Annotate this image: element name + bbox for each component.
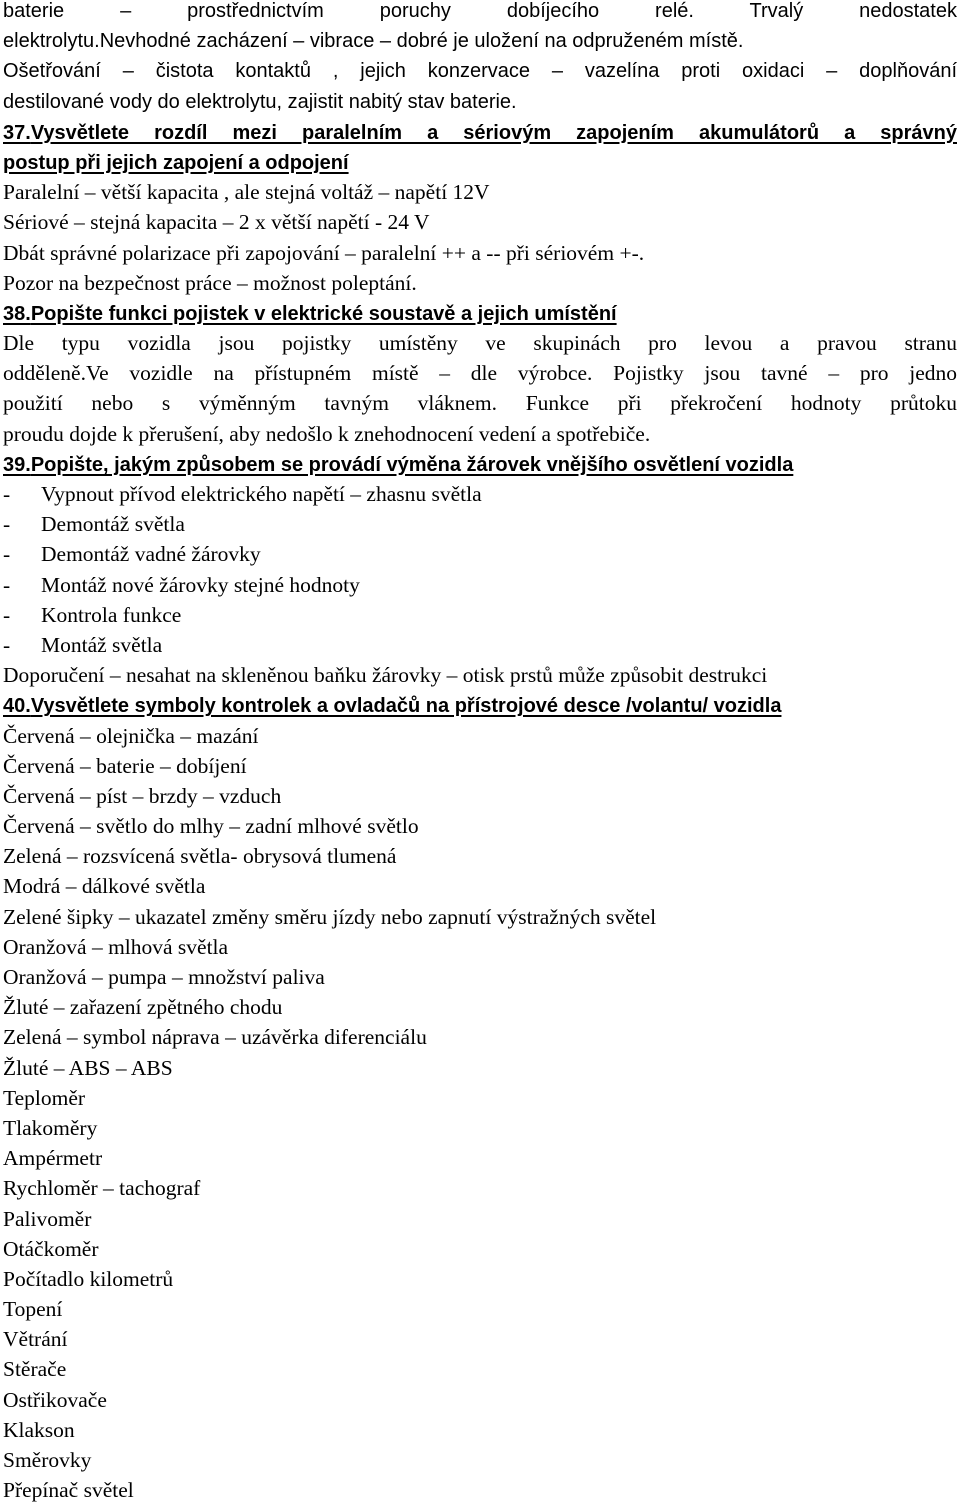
q40-item: Zelené šipky – ukazatel změny směru jízdy nebo zapnutí výstražných světel: [3, 904, 657, 929]
q40-item: Palivoměr: [3, 1206, 92, 1231]
q40-item: Směrovky: [3, 1448, 92, 1472]
q40-heading: [3, 695, 781, 717]
q40-item: Otáčkoměr: [3, 1236, 99, 1261]
q40-item: Ampérmetr: [3, 1146, 103, 1171]
q38-answer-line: proudu dojde k přerušení, aby nedošlo k znehodnocení vedení a spotřebiče.: [3, 421, 651, 446]
q37-answer-line: Pozor na bezpečnost práce – možnost poleptání.: [3, 270, 417, 295]
q39-step: [3, 600, 957, 630]
q40-heading-line: [3, 690, 957, 720]
q38-heading-line: [3, 298, 957, 328]
dash-bullet: -: [3, 542, 11, 567]
q40-item: Tlakoměry: [3, 1115, 98, 1140]
q39-step: [3, 479, 957, 509]
intro-line-1: baterie – prostřednictvím poruchy dobíjecího relé. Trvalý nedostatek: [3, 0, 957, 22]
q40-item: Modrá – dálkové světla: [3, 874, 206, 899]
q37-title-part-1: Vysvětlete rozdíl mezi paralelním a sériovým zapojením akumulátorů a správný: [30, 121, 957, 144]
q40-item: Ostřikovače: [3, 1387, 107, 1412]
q38-heading: [3, 303, 617, 325]
intro-line-3: Ošetřování – čistota kontaktů , jejich konzervace – vazelína proti oxidaci – doplňování: [3, 60, 957, 83]
q40-item: Rychloměr – tachograf: [3, 1176, 201, 1201]
q40-item: Žluté – ABS – ABS: [3, 1055, 173, 1080]
q39-step: [3, 630, 957, 660]
q37-answer-line: Sériové – stejná kapacita – 2 x větší napětí - 24 V: [3, 210, 430, 235]
q40-item: Červená – baterie – dobíjení: [3, 753, 247, 778]
q39-step: [3, 570, 957, 600]
dash-bullet: -: [3, 632, 11, 657]
q40-number: 40.: [3, 695, 31, 718]
q37-answer-line: Paralelní – větší kapacita , ale stejná voltáž – napětí 12V: [3, 180, 490, 205]
q39-step-text: Vypnout přívod elektrického napětí – zhasnu světla: [41, 482, 482, 506]
q40-item: Červená – světlo do mlhy – zadní mlhové světlo: [3, 814, 419, 839]
q39-step-text: Kontrola funkce: [41, 602, 182, 627]
q40-title: Vysvětlete symboly kontrolek a ovladačů na přístrojové desce /volantu/ vozidla: [30, 695, 782, 718]
q37-number: 37.: [3, 121, 31, 144]
q39-step-text: Montáž světla: [41, 632, 163, 657]
q38-number: 38.: [3, 302, 31, 325]
q39-step: [3, 509, 957, 539]
q38-answer-line: Dle typu vozidla jsou pojistky umístěny ve skupinách pro levou a pravou stranu: [3, 331, 957, 356]
q40-item: Stěrače: [3, 1357, 67, 1382]
q39-heading: [3, 454, 793, 476]
q40-item: Červená – píst – brzdy – vzduch: [3, 783, 282, 808]
dash-bullet: -: [3, 482, 11, 506]
q38-answer-line: odděleně.Ve vozidle na přístupném místě – dle výrobce. Pojistky jsou tavné – pro jedno: [3, 361, 957, 386]
q40-item: Přepínač světel: [3, 1478, 134, 1503]
dash-bullet: -: [3, 512, 11, 537]
q37-heading-line-1: [3, 117, 957, 147]
q40-item: Oranžová – pumpa – množství paliva: [3, 965, 325, 989]
q37-title-part-2: postup při jejich zapojení a odpojení: [3, 151, 349, 174]
q39-step-text: Demontáž vadné žárovky: [41, 542, 261, 567]
q40-item: Topení: [3, 1297, 63, 1322]
q37-answer-line: Dbát správné polarizace při zapojování – paralelní ++ a -- při sériovém +-.: [3, 240, 645, 265]
q40-item: Počítadlo kilometrů: [3, 1266, 174, 1291]
q39-title: Popište, jakým způsobem se provádí výměna žárovek vnějšího osvětlení vozidla: [30, 453, 794, 476]
q40-item: Oranžová – mlhová světla: [3, 934, 229, 959]
intro-line-2: elektrolytu.Nevhodné zacházení – vibrace – dobré je uložení na odpruženém místě.: [3, 30, 744, 53]
q39-step-text: Montáž nové žárovky stejné hodnoty: [41, 572, 360, 597]
q39-step-text: Demontáž světla: [41, 512, 185, 537]
q40-item: Žluté – zařazení zpětného chodu: [3, 995, 283, 1020]
q40-item: Teploměr: [3, 1085, 86, 1110]
q38-title: Popište funkci pojistek v elektrické soustavě a jejich umístění: [30, 302, 617, 325]
q39-step: [3, 539, 957, 569]
dash-bullet: -: [3, 602, 11, 627]
q40-item: Červená – olejnička – mazání: [3, 723, 259, 748]
q40-item: Klakson: [3, 1417, 75, 1442]
q38-answer-line: použití nebo s výměnným tavným vláknem. Funkce při překročení hodnoty průtoku: [3, 391, 957, 416]
q39-heading-line: [3, 449, 957, 479]
intro-line-4: destilované vody do elektrolytu, zajistit nabitý stav baterie.: [3, 90, 517, 113]
q39-number: 39.: [3, 453, 31, 476]
dash-bullet: -: [3, 572, 11, 597]
q40-item: Větrání: [3, 1327, 68, 1352]
q37-heading-line-2: [3, 147, 957, 177]
q39-recommendation: Doporučení – nesahat na skleněnou baňku žárovky – otisk prstů může způsobit destrukci: [3, 663, 768, 688]
q40-item: Zelená – symbol náprava – uzávěrka diferenciálu: [3, 1025, 427, 1050]
q40-item: Zelená – rozsvícená světla- obrysová tlumená: [3, 844, 397, 869]
q37-heading: [3, 122, 957, 144]
